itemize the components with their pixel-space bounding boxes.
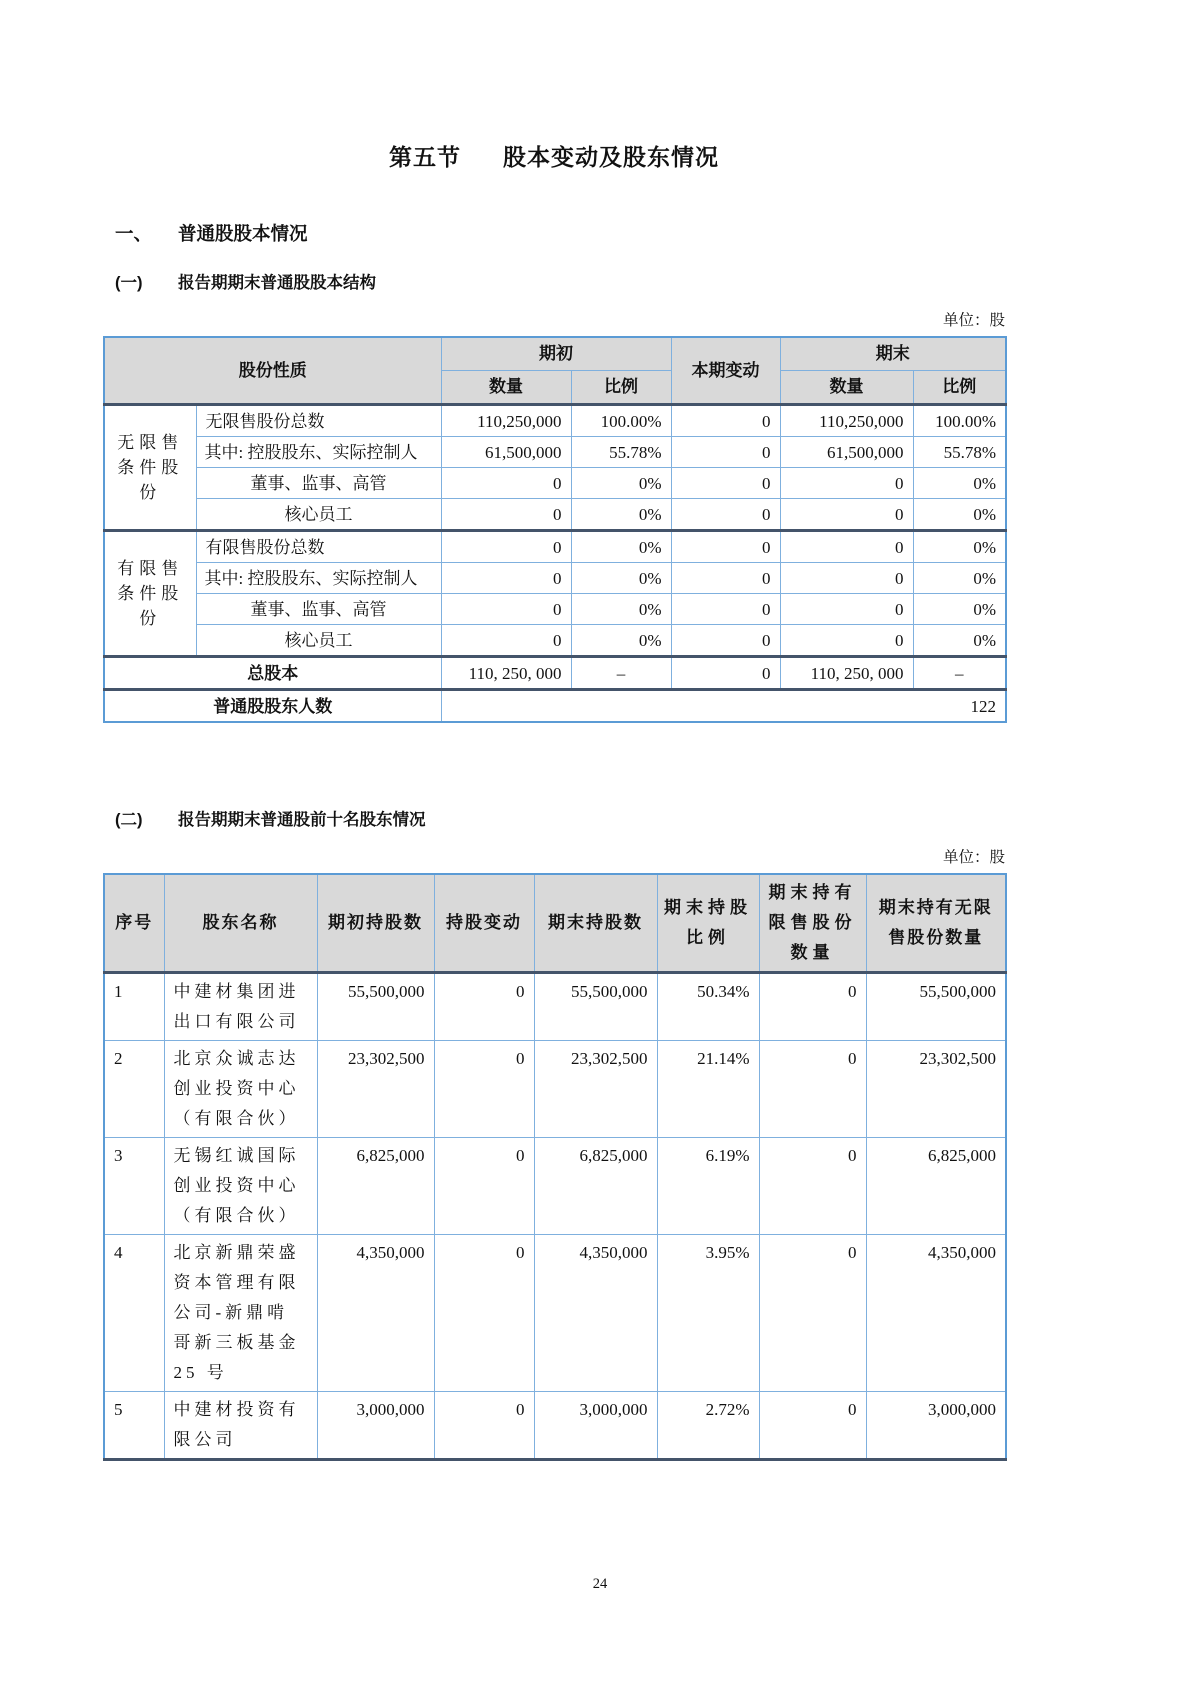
page-content	[103, 0, 1005, 1461]
end-ratio-cell: 55.78%	[913, 437, 1006, 468]
change-cell: 0	[671, 563, 780, 594]
shareholder-name-cell: 北京新鼎荣盛资本管理有限公司-新鼎啃哥新三板基金 25 号	[164, 1235, 317, 1392]
begin-holding-cell: 55,500,000	[317, 973, 434, 1041]
end-holding-cell: 55,500,000	[534, 973, 657, 1041]
group-label-unrestricted: 无限售条件股份	[104, 405, 196, 531]
shareholder-row	[104, 1235, 1006, 1392]
unrestricted-held-cell: 23,302,500	[866, 1041, 1006, 1138]
end-quantity-cell: 61,500,000	[780, 437, 913, 468]
end-ratio-cell: 0%	[913, 625, 1006, 657]
end-quantity-cell: 0	[780, 563, 913, 594]
subsection-2-number: (二)	[115, 811, 143, 829]
change-cell: 0	[671, 625, 780, 657]
begin-quantity-cell: 0	[441, 563, 571, 594]
col-header-restricted-held: 期末持有限售股份数量	[759, 874, 866, 973]
end-quantity-cell: 0	[780, 594, 913, 625]
end-ratio-cell: 2.72%	[657, 1392, 759, 1460]
end-ratio-cell: 0%	[913, 563, 1006, 594]
col-header-unrestricted-held: 期末持有无限售股份数量	[866, 874, 1006, 973]
unrestricted-held-cell: 3,000,000	[866, 1392, 1006, 1460]
end-quantity-cell: 0	[780, 531, 913, 563]
col-header-index: 序号	[104, 874, 164, 973]
end-ratio-cell: 21.14%	[657, 1041, 759, 1138]
col-header-period-end: 期末	[780, 337, 1006, 371]
shareholder-count-value: 122	[441, 690, 1006, 723]
end-ratio-cell: 3.95%	[657, 1235, 759, 1392]
change-cell: 0	[671, 499, 780, 531]
row-label: 董事、监事、高管	[196, 594, 441, 625]
col-header-current-change: 本期变动	[671, 337, 780, 405]
change-cell: 0	[671, 468, 780, 499]
page-number: 24	[592, 1576, 608, 1592]
shareholder-count-label: 普通股股东人数	[104, 690, 441, 723]
begin-holding-cell: 23,302,500	[317, 1041, 434, 1138]
index-cell: 5	[104, 1392, 164, 1460]
begin-quantity-cell: 0	[441, 625, 571, 657]
shareholder-name-cell: 无锡红诚国际创业投资中心（有限合伙）	[164, 1138, 317, 1235]
col-header-share-nature: 股份性质	[104, 337, 441, 405]
end-ratio-cell: 100.00%	[913, 405, 1006, 437]
doc-title	[103, 142, 1005, 172]
end-holding-cell: 3,000,000	[534, 1392, 657, 1460]
change-cell: 0	[671, 594, 780, 625]
doc-title-text: 股本变动及股东情况	[503, 144, 719, 170]
end-ratio-cell: 6.19%	[657, 1138, 759, 1235]
change-cell: 0	[671, 657, 780, 690]
col-header-end-ratio: 期末持股比例	[657, 874, 759, 973]
index-cell: 3	[104, 1138, 164, 1235]
end-quantity-cell: 0	[780, 625, 913, 657]
restricted-held-cell: 0	[759, 1392, 866, 1460]
col-header-end-holding: 期末持股数	[534, 874, 657, 973]
begin-ratio-cell: 0%	[571, 531, 671, 563]
row-label: 核心员工	[196, 499, 441, 531]
holding-change-cell: 0	[434, 1392, 534, 1460]
holding-change-cell: 0	[434, 1235, 534, 1392]
begin-holding-cell: 3,000,000	[317, 1392, 434, 1460]
col-header-begin-quantity: 数量	[441, 371, 571, 405]
subsection-2-heading	[103, 809, 1005, 831]
change-cell: 0	[671, 437, 780, 468]
col-header-end-quantity: 数量	[780, 371, 913, 405]
end-holding-cell: 23,302,500	[534, 1041, 657, 1138]
end-quantity-cell: 0	[780, 468, 913, 499]
doc-title-prefix: 第五节	[389, 144, 461, 170]
table2-header-row	[104, 874, 1006, 973]
unrestricted-held-cell: 4,350,000	[866, 1235, 1006, 1392]
total-share-row	[104, 657, 1006, 690]
change-cell: 0	[671, 405, 780, 437]
col-header-holding-change: 持股变动	[434, 874, 534, 973]
col-header-begin-ratio: 比例	[571, 371, 671, 405]
table-row	[104, 625, 1006, 657]
top-shareholders-table	[103, 873, 1007, 1461]
col-header-shareholder-name: 股东名称	[164, 874, 317, 973]
row-label: 有限售股份总数	[196, 531, 441, 563]
subsection-2-label: 报告期期末普通股前十名股东情况	[178, 811, 426, 829]
holding-change-cell: 0	[434, 1041, 534, 1138]
begin-quantity-cell: 110,250,000	[441, 405, 571, 437]
begin-ratio-cell: 0%	[571, 499, 671, 531]
begin-holding-cell: 6,825,000	[317, 1138, 434, 1235]
row-label: 无限售股份总数	[196, 405, 441, 437]
restricted-held-cell: 0	[759, 1235, 866, 1392]
table1-header-row-1	[104, 337, 1006, 371]
unit-label-table2: 单位：股	[942, 849, 1005, 866]
begin-quantity-cell: 0	[441, 499, 571, 531]
table-row	[104, 468, 1006, 499]
table-row	[104, 531, 1006, 563]
begin-ratio-cell: 0%	[571, 563, 671, 594]
shareholder-row	[104, 1138, 1006, 1235]
row-label: 其中: 控股股东、实际控制人	[196, 563, 441, 594]
total-share-label: 总股本	[104, 657, 441, 690]
begin-quantity-cell: 0	[441, 468, 571, 499]
table-row	[104, 594, 1006, 625]
begin-ratio-cell: 0%	[571, 625, 671, 657]
shareholder-row	[104, 1041, 1006, 1138]
begin-ratio-cell: –	[571, 657, 671, 690]
shareholder-row	[104, 973, 1006, 1041]
begin-ratio-cell: 100.00%	[571, 405, 671, 437]
change-cell: 0	[671, 531, 780, 563]
index-cell: 4	[104, 1235, 164, 1392]
share-structure-table	[103, 336, 1007, 723]
begin-ratio-cell: 0%	[571, 468, 671, 499]
group-label-restricted: 有限售条件股份	[104, 531, 196, 657]
end-ratio-cell: 0%	[913, 531, 1006, 563]
table-row	[104, 405, 1006, 437]
table-row	[104, 437, 1006, 468]
col-header-end-ratio: 比例	[913, 371, 1006, 405]
shareholder-name-cell: 北京众诚志达创业投资中心（有限合伙）	[164, 1041, 317, 1138]
holding-change-cell: 0	[434, 1138, 534, 1235]
unrestricted-held-cell: 55,500,000	[866, 973, 1006, 1041]
section-1-number: 一、	[115, 223, 153, 244]
unrestricted-held-cell: 6,825,000	[866, 1138, 1006, 1235]
row-label: 核心员工	[196, 625, 441, 657]
end-ratio-cell: 0%	[913, 499, 1006, 531]
subsection-1-heading	[103, 272, 1005, 294]
subsection-1-number: (一)	[115, 274, 143, 292]
table-row	[104, 563, 1006, 594]
end-ratio-cell: 0%	[913, 594, 1006, 625]
col-header-begin-holding: 期初持股数	[317, 874, 434, 973]
begin-quantity-cell: 0	[441, 531, 571, 563]
restricted-held-cell: 0	[759, 1041, 866, 1138]
end-ratio-cell: 50.34%	[657, 973, 759, 1041]
begin-quantity-cell: 110, 250, 000	[441, 657, 571, 690]
row-label: 董事、监事、高管	[196, 468, 441, 499]
index-cell: 1	[104, 973, 164, 1041]
end-quantity-cell: 0	[780, 499, 913, 531]
section-1-label: 普通股股本情况	[178, 223, 308, 244]
begin-quantity-cell: 0	[441, 594, 571, 625]
end-holding-cell: 4,350,000	[534, 1235, 657, 1392]
shareholder-count-row	[104, 690, 1006, 723]
end-quantity-cell: 110,250,000	[780, 405, 913, 437]
table-row	[104, 499, 1006, 531]
shareholder-row	[104, 1392, 1006, 1460]
section-1-heading	[103, 222, 1005, 246]
shareholder-name-cell: 中建材投资有限公司	[164, 1392, 317, 1460]
index-cell: 2	[104, 1041, 164, 1138]
begin-ratio-cell: 55.78%	[571, 437, 671, 468]
shareholder-name-cell: 中建材集团进出口有限公司	[164, 973, 317, 1041]
begin-holding-cell: 4,350,000	[317, 1235, 434, 1392]
subsection-1-label: 报告期期末普通股股本结构	[178, 274, 376, 292]
restricted-held-cell: 0	[759, 1138, 866, 1235]
begin-quantity-cell: 61,500,000	[441, 437, 571, 468]
begin-ratio-cell: 0%	[571, 594, 671, 625]
end-ratio-cell: 0%	[913, 468, 1006, 499]
end-ratio-cell: –	[913, 657, 1006, 690]
unit-label-table1: 单位：股	[942, 312, 1005, 329]
col-header-period-begin: 期初	[441, 337, 671, 371]
restricted-held-cell: 0	[759, 973, 866, 1041]
end-quantity-cell: 110, 250, 000	[780, 657, 913, 690]
end-holding-cell: 6,825,000	[534, 1138, 657, 1235]
holding-change-cell: 0	[434, 973, 534, 1041]
row-label: 其中: 控股股东、实际控制人	[196, 437, 441, 468]
